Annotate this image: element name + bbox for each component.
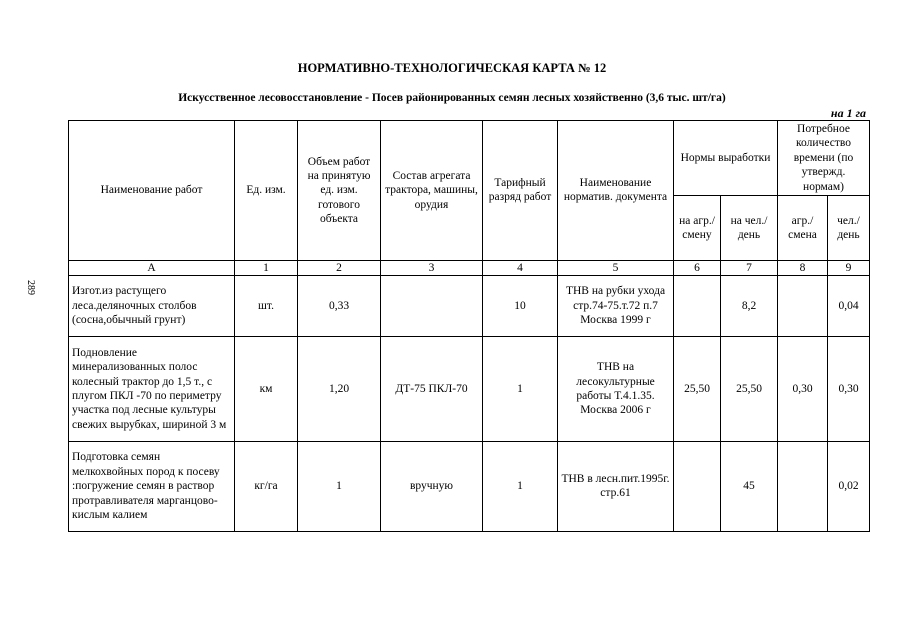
column-number: 4 — [483, 260, 558, 275]
column-number: 2 — [298, 260, 381, 275]
cell-time-agr: 0,30 — [778, 336, 828, 441]
header-time-need: Потребное количество времени (по утвержд. нормам) — [778, 121, 870, 196]
cell-output-person: 25,50 — [721, 336, 778, 441]
header-output-agr: на агр./ смену — [674, 195, 721, 260]
header-row — [69, 121, 870, 196]
table-row — [69, 275, 870, 336]
document-subtitle: Искусственное лесовосстановление - Посев районированных семян лесных хозяйственно (3,6 тыс. шт/га) — [178, 92, 726, 104]
column-number: 7 — [721, 260, 778, 275]
header-aggregate: Состав агрегата трактора, машины, орудия — [381, 121, 483, 261]
header-time-person: чел./ день — [828, 195, 870, 260]
cell-time-person: 0,02 — [828, 441, 870, 531]
cell-work: Подновление минерализованных полос колесный трактор до 1,5 т., с плугом ПКЛ -70 по периметру участка под лесные культуры свежих вырубках, шириной 3 м — [69, 336, 235, 441]
cell-output-person: 45 — [721, 441, 778, 531]
header-output-person: на чел./ день — [721, 195, 778, 260]
cell-output-agr: 25,50 — [674, 336, 721, 441]
cell-unit: км — [235, 336, 298, 441]
column-number: А — [69, 260, 235, 275]
cell-aggregate — [381, 275, 483, 336]
header-work-name: Наименование работ — [69, 121, 235, 261]
column-number-row — [69, 260, 870, 275]
cell-grade: 1 — [483, 336, 558, 441]
cell-document: ТНВ в лесн.пит.1995г. стр.61 — [558, 441, 674, 531]
column-number: 5 — [558, 260, 674, 275]
column-number: 3 — [381, 260, 483, 275]
table-row — [69, 441, 870, 531]
cell-aggregate: вручную — [381, 441, 483, 531]
table-row — [69, 336, 870, 441]
cell-volume: 1 — [298, 441, 381, 531]
cell-output-agr — [674, 275, 721, 336]
page-number: 289 — [25, 280, 36, 295]
header-volume: Объем работ на принятую ед. изм. готового объекта — [298, 121, 381, 261]
cell-time-person: 0,30 — [828, 336, 870, 441]
cell-time-person: 0,04 — [828, 275, 870, 336]
cell-grade: 1 — [483, 441, 558, 531]
cell-time-agr — [778, 275, 828, 336]
cell-output-agr — [674, 441, 721, 531]
cell-aggregate: ДТ-75 ПКЛ-70 — [381, 336, 483, 441]
header-time-agr: агр./ смена — [778, 195, 828, 260]
tech-map-table — [68, 120, 870, 532]
unit-note: на 1 га — [830, 106, 866, 120]
cell-document: ТНВ на рубки ухода стр.74-75.т.72 п.7 Москва 1999 г — [558, 275, 674, 336]
cell-unit: кг/га — [235, 441, 298, 531]
document-title: НОРМАТИВНО-ТЕХНОЛОГИЧЕСКАЯ КАРТА № 12 — [297, 61, 607, 75]
cell-output-person: 8,2 — [721, 275, 778, 336]
header-unit: Ед. изм. — [235, 121, 298, 261]
header-document: Наименование норматив. документа — [558, 121, 674, 261]
cell-grade: 10 — [483, 275, 558, 336]
header-grade: Тарифный разряд работ — [483, 121, 558, 261]
header-output-norms: Нормы выработки — [674, 121, 778, 196]
cell-work: Изгот.из растущего леса.деляночных столбов (сосна,обычный грунт) — [69, 275, 235, 336]
cell-unit: шт. — [235, 275, 298, 336]
column-number: 8 — [778, 260, 828, 275]
column-number: 1 — [235, 260, 298, 275]
cell-work: Подготовка семян мелкохвойных пород к посеву :погружение семян в раствор протравливателя марганцово-кислым калием — [69, 441, 235, 531]
cell-volume: 0,33 — [298, 275, 381, 336]
column-number: 9 — [828, 260, 870, 275]
column-number: 6 — [674, 260, 721, 275]
cell-time-agr — [778, 441, 828, 531]
cell-document: ТНВ на лесокультурные работы Т.4.1.35. Москва 2006 г — [558, 336, 674, 441]
cell-volume: 1,20 — [298, 336, 381, 441]
